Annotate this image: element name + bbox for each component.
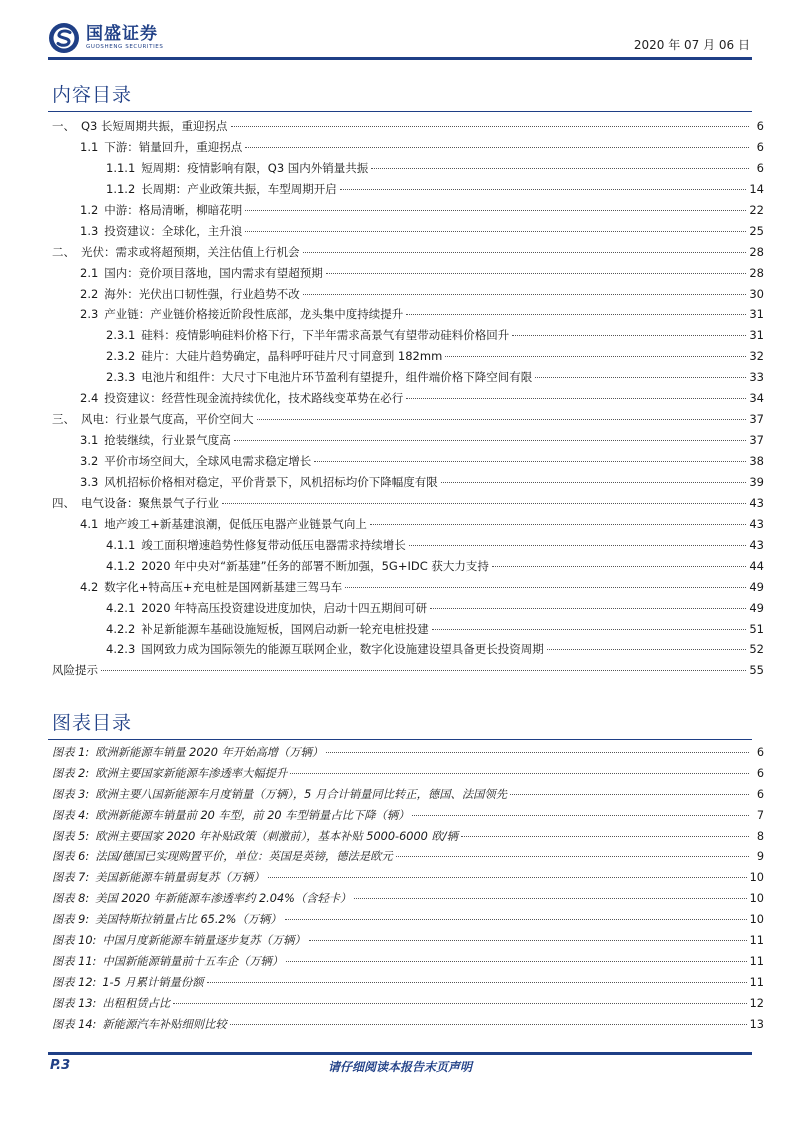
toc-entry[interactable]: 四、 电气设备：聚焦景气子行业 43 [52,495,764,510]
figure-entry[interactable]: 图表 10: 中国月度新能源车销量逐步复苏（万辆） 11 [52,934,764,948]
toc-entry[interactable]: 3.1 抢装继续，行业景气度高 37 [80,433,764,448]
toc-entry[interactable]: 3.3 风机招标价格相对稳定，平价背景下，风机招标均价下降幅度有限 39 [80,474,764,489]
figure-entry[interactable]: 图表 11: 中国新能源销量前十五车企（万辆） 11 [52,954,764,968]
toc-entry[interactable]: 2.2 海外：光伏出口韧性强，行业趋势不改 30 [80,286,764,301]
report-date: 2020 年 07 月 06 日 [633,38,750,52]
header-divider [48,57,752,60]
figure-entry[interactable]: 图表 4: 欧洲新能源车销量前 20 车型，前 20 车型销量占比下降（辆） 7 [52,808,764,822]
toc-entry[interactable]: 4.2.2 补足新能源车基础设施短板，国网启动新一轮充电桩投建 51 [106,621,764,636]
figure-entry[interactable]: 图表 8: 美国 2020 年新能源车渗透率约 2.04%（含轻卡） 10 [52,892,764,906]
toc-entry[interactable]: 1.3 投资建议：全球化，主升浪 25 [80,223,764,238]
toc-entry[interactable]: 1.1.2 长周期：产业政策共振，车型周期开启 14 [106,181,764,196]
guosheng-logo-icon [48,22,80,54]
toc-title-divider [48,111,752,112]
figure-entry[interactable]: 图表 5: 欧洲主要国家 2020 年补贴政策（刺激前），基本补贴 5000-6000 欧/辆 8 [52,829,764,843]
page-number: P.3 [50,1058,71,1073]
toc-entry[interactable]: 4.2 数字化+特高压+充电桩是国网新基建三驾马车 49 [80,579,764,594]
toc-entry[interactable]: 1.1.1 短周期：疫情影响有限，Q3 国内外销量共振 6 [106,160,764,175]
toc-entry[interactable]: 1.2 中游：格局清晰，柳暗花明 22 [80,202,764,217]
toc-entry[interactable]: 2.4 投资建议：经营性现金流持续优化，技术路线变革势在必行 34 [80,391,764,406]
figures-list [52,743,764,1035]
figure-entry[interactable]: 图表 1: 欧洲新能源车销量 2020 年开始高增（万辆） 6 [52,746,764,759]
figure-entry[interactable]: 图表 12: 1-5 月累计销量份额 11 [52,975,764,989]
toc-title: 内容目录 [52,84,133,106]
figures-title-divider [48,739,752,740]
toc-entry[interactable]: 2.3.2 硅片：大硅片趋势确定，晶科呼吁硅片尺寸同意到 182mm 32 [106,349,764,364]
figure-entry[interactable]: 图表 7: 美国新能源车销量弱复苏（万辆） 10 [52,871,764,885]
toc-entry[interactable]: 2.1 国内：竞价项目落地，国内需求有望超预期 28 [80,265,764,280]
figure-entry[interactable]: 图表 2: 欧洲主要国家新能源车渗透率大幅提升 6 [52,766,764,780]
brand-name-en: GUOSHENG SECURITIES [86,44,164,50]
figure-entry[interactable]: 图表 3: 欧洲主要八国新能源车月度销量（万辆），5 月合计销量同比转正，德国、法国领先 6 [52,787,764,801]
toc-entry[interactable]: 二、 光伏：需求或将超预期，关注估值上行机会 28 [52,244,764,259]
toc-entry[interactable]: 3.2 平价市场空间大，全球风电需求稳定增长 38 [80,454,764,468]
toc-entry[interactable]: 三、 风电：行业景气度高，平价空间大 37 [52,412,764,427]
toc-entry[interactable]: 2.3.3 电池片和组件：大尺寸下电池片环节盈利有望提升，组件端价格下降空间有限 33 [106,370,764,385]
disclaimer-note: 请仔细阅读本报告末页声明 [327,1060,472,1074]
brand-name-cn: 国盛证券 [86,24,158,44]
figure-entry[interactable]: 图表 13: 出租租赁占比 12 [52,996,764,1010]
toc-entry[interactable]: 4.1 地产竣工+新基建浪潮，促低压电器产业链景气向上 43 [80,516,764,531]
figure-entry[interactable]: 图表 14: 新能源汽车补贴细则比较 13 [52,1017,764,1031]
toc-entry[interactable]: 4.2.3 国网致力成为国际领先的能源互联网企业，数字化设施建设望具备更长投资周期 52 [106,642,764,657]
toc-entry[interactable]: 4.1.1 竣工面积增速趋势性修复带动低压电器需求持续增长 43 [106,537,764,552]
toc-entry[interactable]: 4.1.2 2020 年中央对“新基建”任务的部署不断加强，5G+IDC 获大力支持 44 [106,558,764,573]
figure-entry[interactable]: 图表 6: 法国/德国已实现购置平价，单位：英国是英镑，德法是欧元 9 [52,850,764,864]
toc-entry[interactable]: 一、 Q3 长短周期共振，重迎拐点 6 [52,119,764,133]
toc-entry[interactable]: 1.1 下游：销量回升，重迎拐点 6 [80,139,764,154]
toc-entry[interactable]: 风险提示 55 [52,663,764,678]
toc-entry[interactable]: 4.2.1 2020 年特高压投资建设进度加快，启动十四五期间可研 49 [106,600,764,615]
toc-list [52,116,764,681]
page-header [0,0,800,62]
footer-divider [48,1052,752,1055]
toc-entry[interactable]: 2.3.1 硅料：疫情影响硅料价格下行，下半年需求高景气有望带动硅料价格回升 31 [106,328,764,343]
figures-title: 图表目录 [52,712,133,734]
company-logo [48,22,163,54]
figure-entry[interactable]: 图表 9: 美国特斯拉销量占比 65.2%（万辆） 10 [52,913,764,927]
toc-entry[interactable]: 2.3 产业链：产业链价格接近阶段性底部，龙头集中度持续提升 31 [80,307,764,322]
